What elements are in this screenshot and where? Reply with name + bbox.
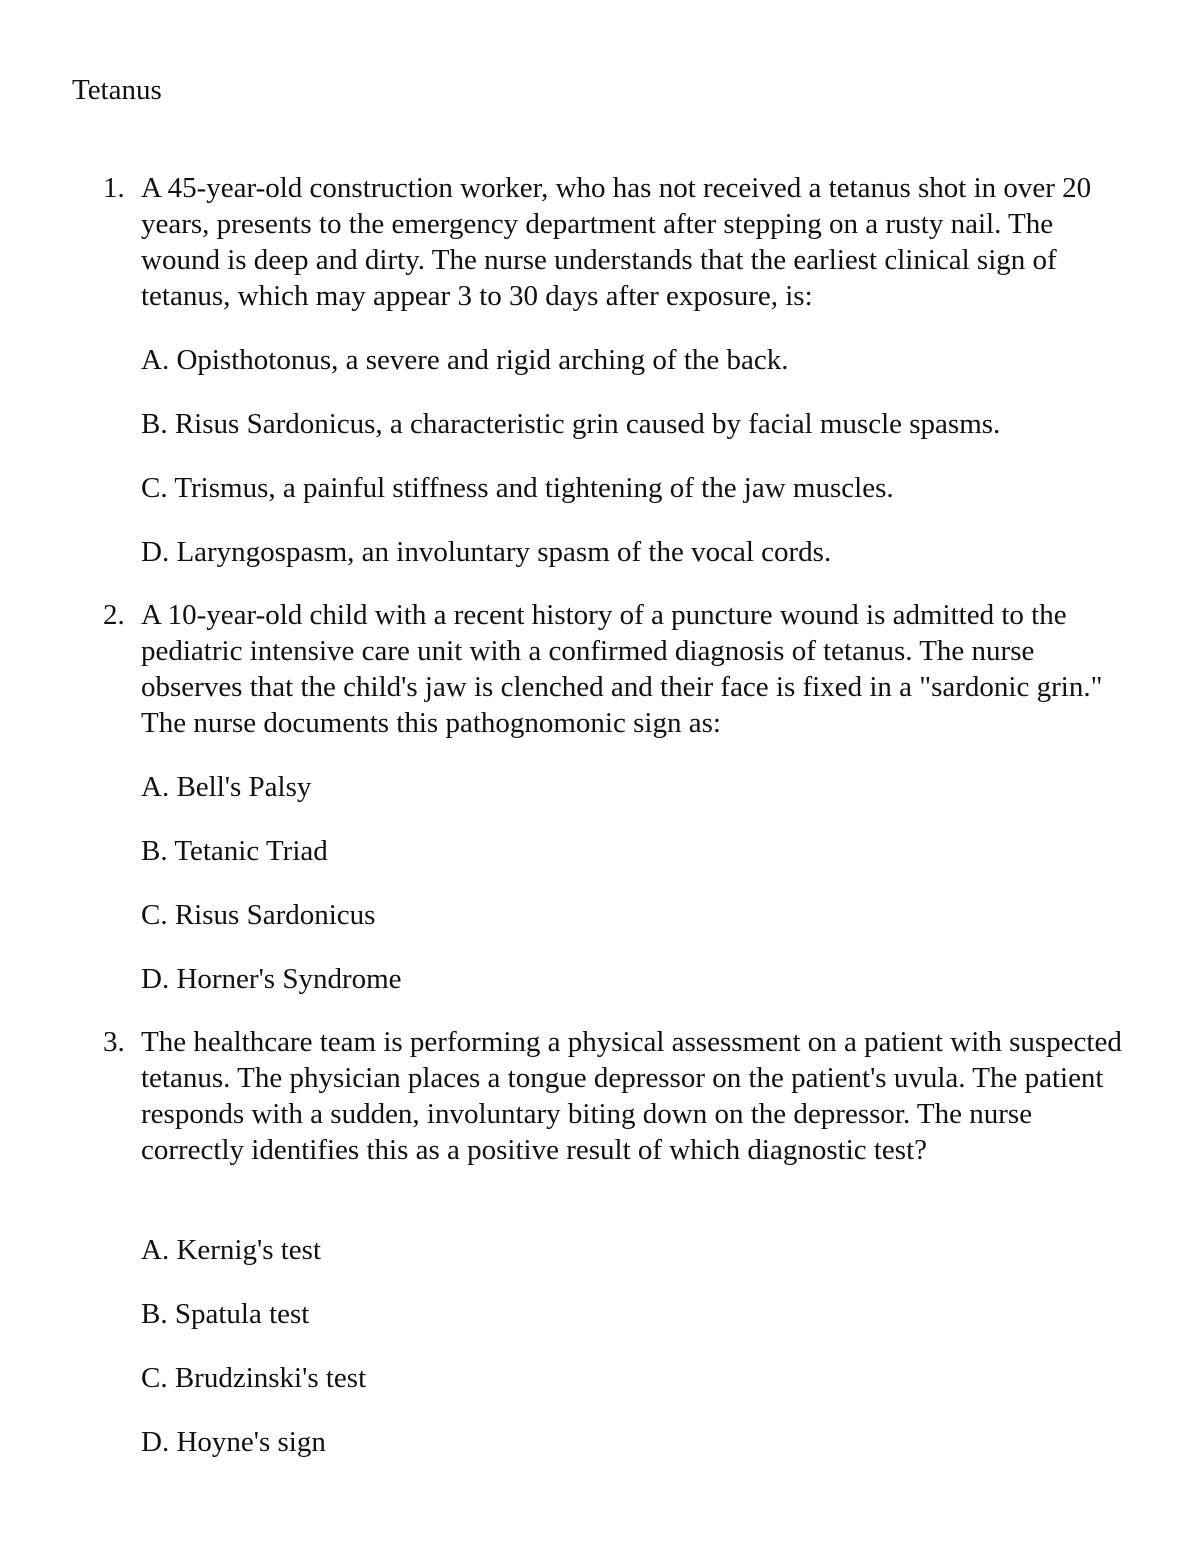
answer-option-c: C. Risus Sardonicus bbox=[141, 899, 376, 931]
answer-option-a: A. Kernig's test bbox=[141, 1234, 322, 1266]
answer-option-d: D. Horner's Syndrome bbox=[141, 963, 402, 995]
question-stem: A 45-year-old construction worker, who has not received a tetanus shot in over 20 years, presents to the emergency department after stepping on a rusty nail. The wound is deep and dirty. The nurse understands that the earliest clinical sign of tetanus, which may appear 3 to 30 days after exposure, is: bbox=[141, 172, 1092, 312]
answer-option-a: A. Bell's Palsy bbox=[141, 771, 312, 803]
answer-option-b: B. Risus Sardonicus, a characteristic grin caused by facial muscle spasms. bbox=[141, 408, 1001, 440]
answer-option-b: B. Spatula test bbox=[141, 1298, 310, 1330]
answer-option-c: C. Trismus, a painful stiffness and tightening of the jaw muscles. bbox=[141, 472, 894, 504]
answer-option-d: D. Hoyne's sign bbox=[141, 1426, 326, 1458]
answer-option-d: D. Laryngospasm, an involuntary spasm of the vocal cords. bbox=[141, 536, 832, 568]
answer-option-c: C. Brudzinski's test bbox=[141, 1362, 367, 1394]
answer-option-b: B. Tetanic Triad bbox=[141, 835, 328, 867]
answer-option-a: A. Opisthotonus, a severe and rigid arching of the back. bbox=[141, 344, 789, 376]
question-number: 3. bbox=[103, 1026, 125, 1058]
document-title: Tetanus bbox=[72, 74, 162, 106]
question-stem: A 10-year-old child with a recent history of a puncture wound is admitted to the pediatric intensive care unit with a confirmed diagnosis of tetanus. The nurse observes that the child's jaw is clenched and their face is fixed in a "sardonic grin." The nurse documents this pathognomonic sign as: bbox=[141, 599, 1103, 739]
question-number: 2. bbox=[103, 599, 125, 631]
question-stem: The healthcare team is performing a physical assessment on a patient with suspected tetanus. The physician places a tongue depressor on the patient's uvula. The patient responds with a sudden, involuntary biting down on the depressor. The nurse correctly identifies this as a positive result of which diagnostic test? bbox=[141, 1026, 1122, 1166]
question-number: 1. bbox=[103, 172, 125, 204]
